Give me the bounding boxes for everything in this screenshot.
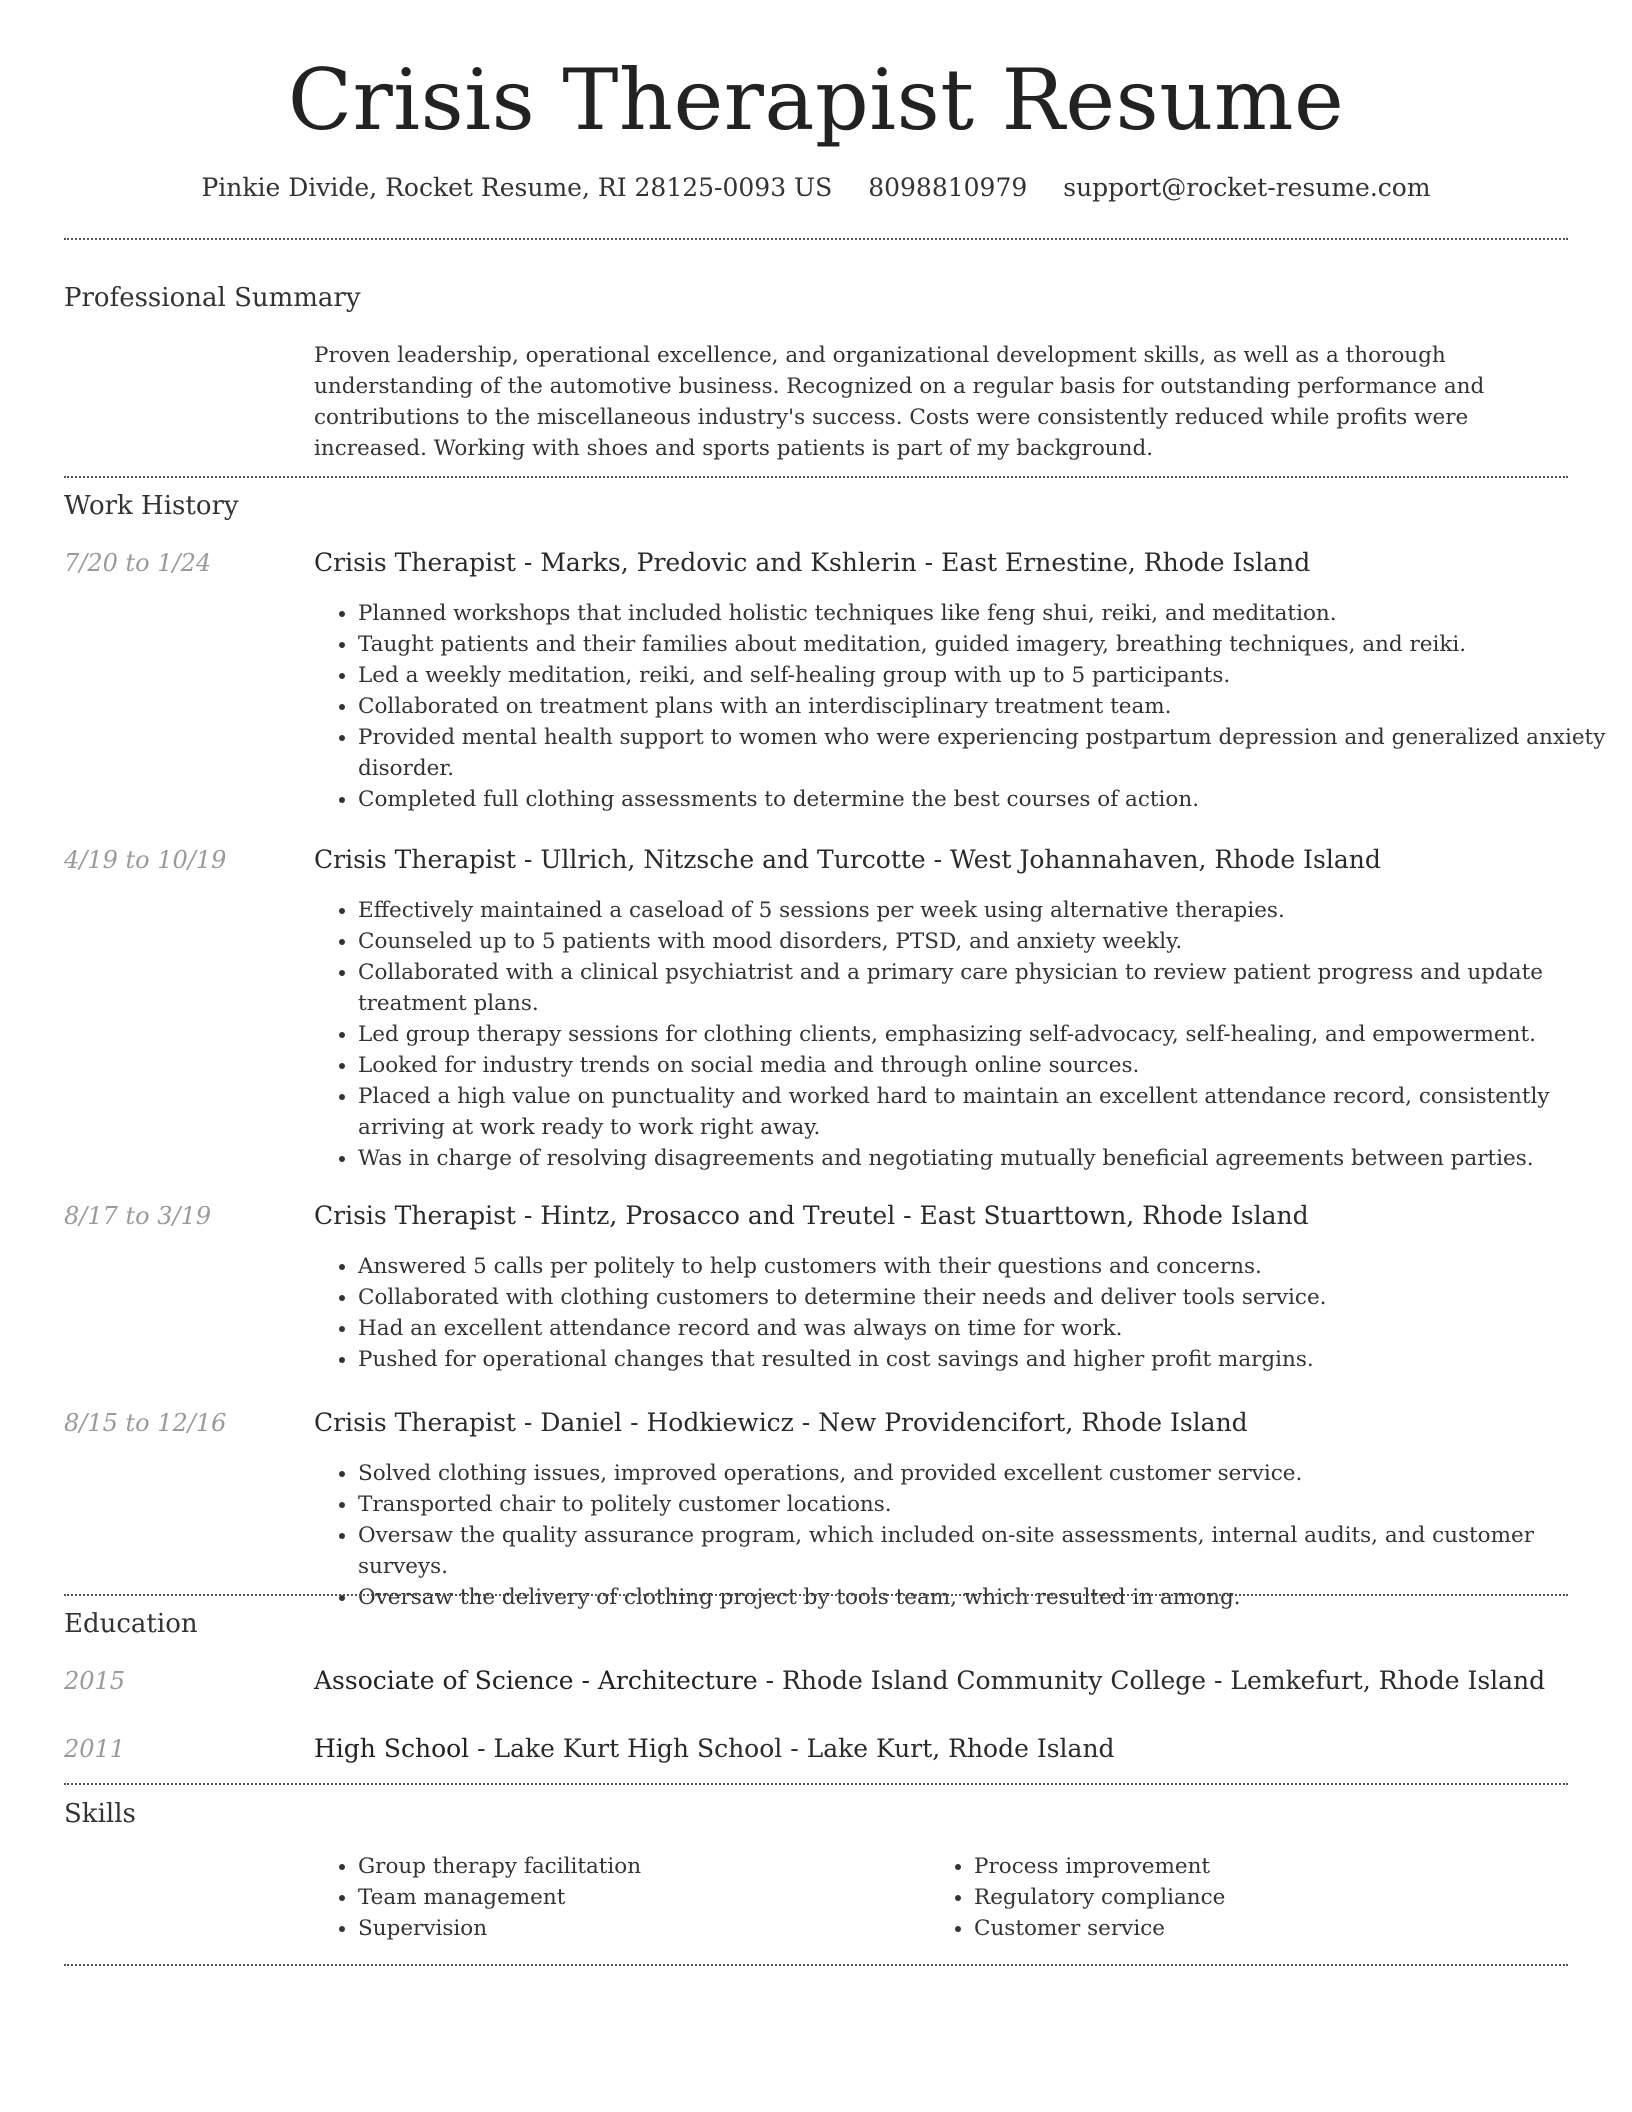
education-entry — [314, 1664, 1545, 1698]
job-duty: • Planned workshops that included holistic techniques like feng shui, reiki, and meditation. — [358, 598, 1612, 629]
contact-email[interactable]: support@rocket-resume.com — [1063, 173, 1431, 202]
job-duty: • Collaborated with a clinical psychiatrist and a primary care physician to review patient progress and update treatment plans. — [358, 957, 1612, 1019]
job-dates: 7/20 to 1/24 — [64, 549, 212, 577]
job-title: Crisis Therapist - Marks, Predovic and Kshlerin - East Ernestine, Rhode Island — [314, 548, 1311, 577]
job-duty: • Completed full clothing assessments to determine the best courses of action. — [358, 784, 1612, 815]
divider — [64, 1964, 1568, 1966]
job-duties — [314, 1251, 1612, 1375]
job-duty: • Was in charge of resolving disagreements and negotiating mutually beneficial agreements between parties. — [358, 1143, 1612, 1174]
job-duty: • Pushed for operational changes that resulted in cost savings and higher profit margins. — [358, 1344, 1612, 1375]
job-duty: • Led group therapy sessions for clothing clients, emphasizing self-advocacy, self-healing, and empowerment. — [358, 1019, 1612, 1050]
skills-list-left — [314, 1851, 918, 1944]
job-duty: • Effectively maintained a caseload of 5 sessions per week using alternative therapies. — [358, 895, 1612, 926]
job-duty: • Solved clothing issues, improved operations, and provided excellent customer service. — [358, 1458, 1612, 1489]
contact-line — [0, 170, 1632, 206]
education-year: 2015 — [64, 1667, 126, 1695]
education-entry — [314, 1732, 1115, 1766]
job-duty: • Collaborated on treatment plans with an interdisciplinary treatment team. — [358, 691, 1612, 722]
education-year: 2011 — [64, 1735, 126, 1763]
job-duty: • Looked for industry trends on social media and through online sources. — [358, 1050, 1612, 1081]
job-duty: • Collaborated with clothing customers to determine their needs and deliver tools service. — [358, 1282, 1612, 1313]
section-heading-summary: Professional Summary — [64, 283, 361, 313]
education-degree: Associate of Science - Architecture — [314, 1666, 758, 1695]
resume-title: Crisis Therapist Resume — [287, 51, 1345, 149]
section-heading-work: Work History — [64, 491, 239, 521]
job-duty: • Oversaw the delivery of clothing project by tools team, which resulted in among. — [358, 1582, 1612, 1613]
skill-item: • Regulatory compliance — [974, 1882, 1534, 1913]
job-duty: • Counseled up to 5 patients with mood disorders, PTSD, and anxiety weekly. — [358, 926, 1612, 957]
education-degree: High School — [314, 1734, 470, 1763]
skill-item: • Team management — [358, 1882, 918, 1913]
divider — [64, 1783, 1568, 1785]
job-dates: 8/17 to 3/19 — [64, 1202, 212, 1230]
job-duty: • Taught patients and their families about meditation, guided imagery, breathing techniques, and reiki. — [358, 629, 1612, 660]
job-duty: • Had an excellent attendance record and was always on time for work. — [358, 1313, 1612, 1344]
job-duty: • Led a weekly meditation, reiki, and self-healing group with up to 5 participants. — [358, 660, 1612, 691]
divider — [64, 476, 1568, 478]
section-heading-skills: Skills — [64, 1799, 136, 1829]
job-title: Crisis Therapist - Daniel - Hodkiewicz - New Providencifort, Rhode Island — [314, 1408, 1248, 1437]
job-title: Crisis Therapist - Hintz, Prosacco and Treutel - East Stuarttown, Rhode Island — [314, 1201, 1309, 1230]
divider — [64, 238, 1568, 240]
job-title: Crisis Therapist - Ullrich, Nitzsche and Turcotte - West Johannahaven, Rhode Island — [314, 845, 1381, 874]
skill-item: • Customer service — [974, 1913, 1534, 1944]
job-duties — [314, 895, 1612, 1174]
job-duty: • Provided mental health support to women who were experiencing postpartum depression and generalized anxiety disorder. — [358, 722, 1612, 784]
divider — [64, 1594, 1568, 1596]
job-dates: 8/15 to 12/16 — [64, 1409, 227, 1437]
contact-address: Pinkie Divide, Rocket Resume, RI 28125-0093 US — [201, 173, 833, 202]
job-duty: • Answered 5 calls per politely to help customers with their questions and concerns. — [358, 1251, 1612, 1282]
skill-item: • Process improvement — [974, 1851, 1534, 1882]
contact-phone: 8098810979 — [868, 173, 1028, 202]
job-duties — [314, 598, 1612, 815]
skill-item: • Supervision — [358, 1913, 918, 1944]
job-duty: • Transported chair to politely customer locations. — [358, 1489, 1612, 1520]
summary-text: Proven leadership, operational excellence, and organizational development skills, as well as a thorough understanding of the automotive business. Recognized on a regular basis for outstanding performance and contributions to the miscellaneous industry's success. Costs were consistently reduced while profits were increased. Working with shoes and sports patients is part of my background. — [314, 343, 1485, 461]
job-duties — [314, 1458, 1612, 1613]
education-school: - Rhode Island Community College - Lemkefurt, Rhode Island — [757, 1666, 1546, 1695]
education-school: - Lake Kurt High School - Lake Kurt, Rhode Island — [469, 1734, 1115, 1763]
job-duty: • Placed a high value on punctuality and worked hard to maintain an excellent attendance record, consistently arriving at work ready to work right away. — [358, 1081, 1612, 1143]
skill-item: • Group therapy facilitation — [358, 1851, 918, 1882]
job-dates: 4/19 to 10/19 — [64, 846, 227, 874]
section-heading-education: Education — [64, 1609, 198, 1639]
skills-list-right — [930, 1851, 1534, 1944]
job-duty: • Oversaw the quality assurance program, which included on-site assessments, internal audits, and customer surveys. — [358, 1520, 1612, 1582]
